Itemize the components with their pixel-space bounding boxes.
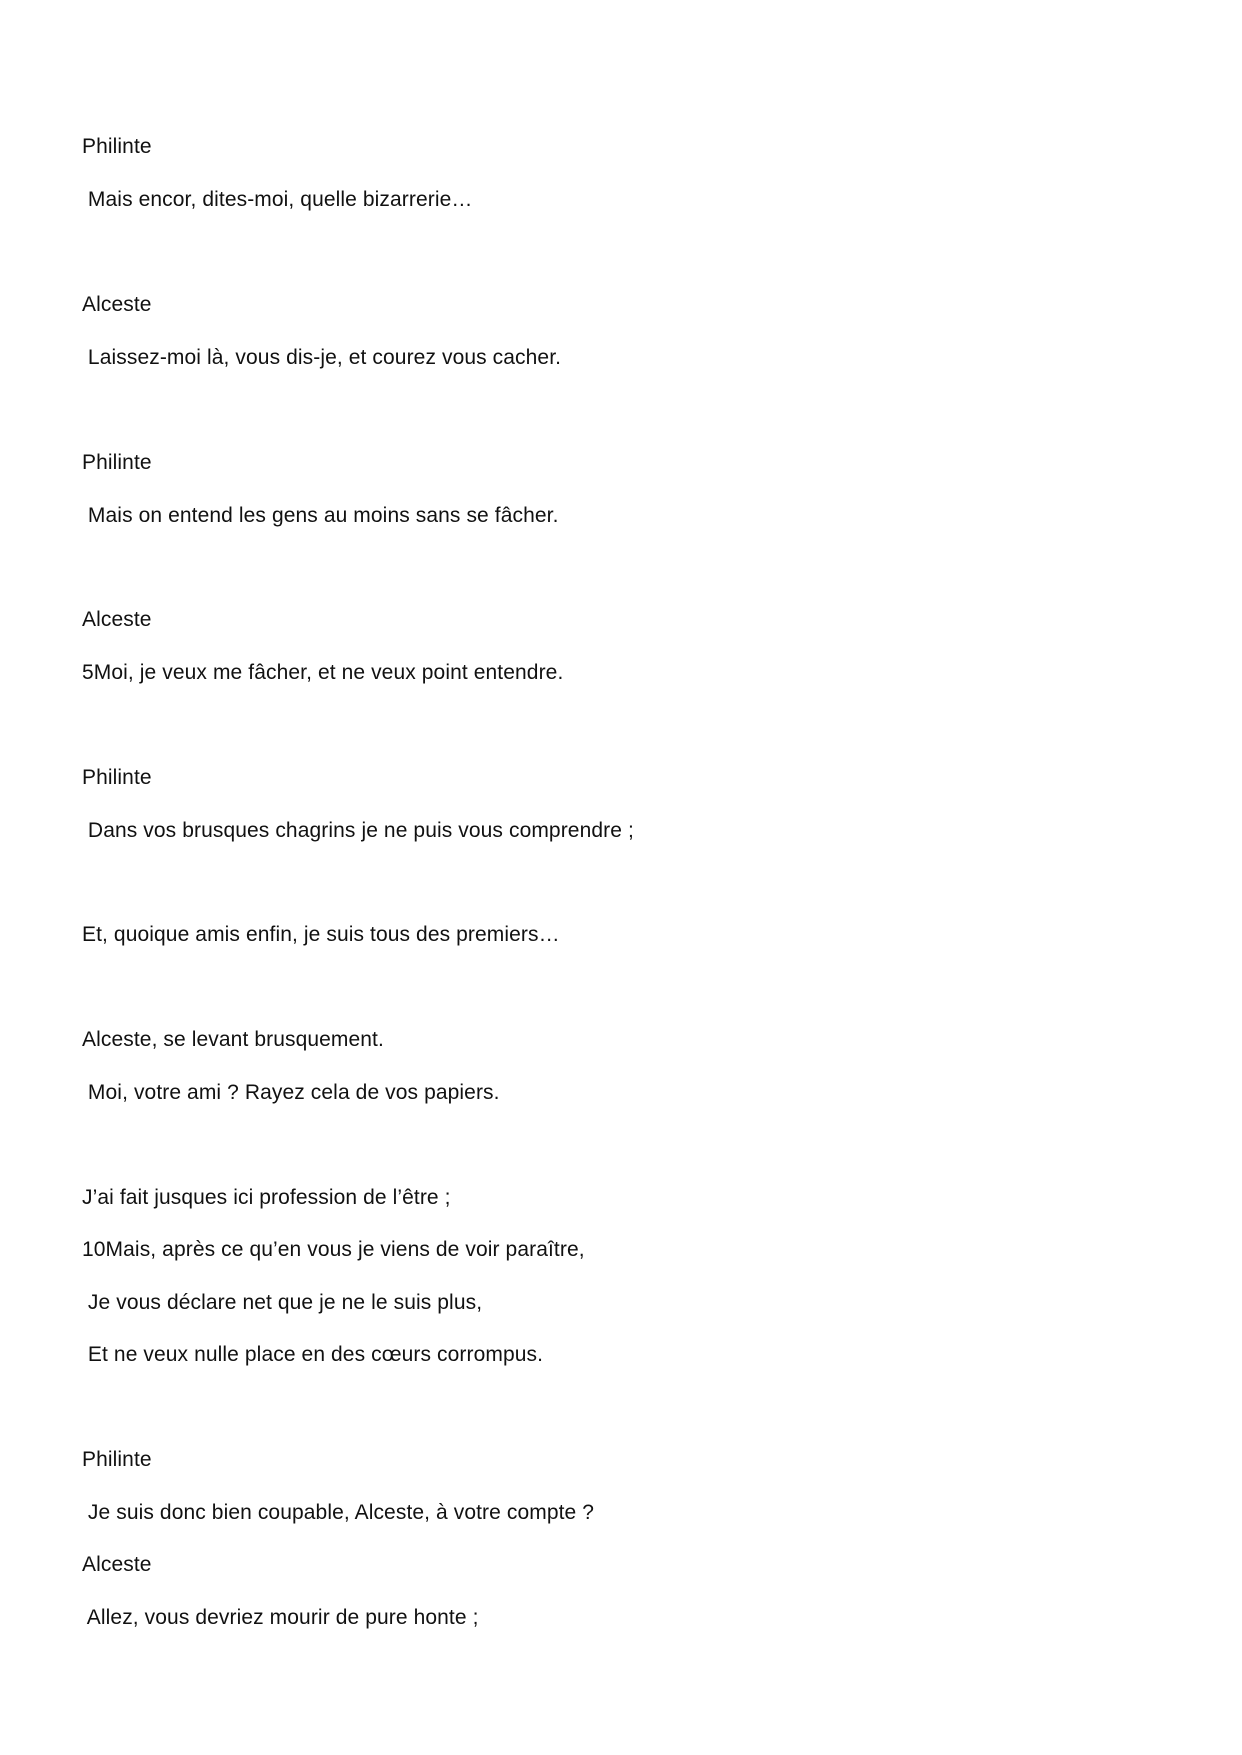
speaker-name: Philinte <box>82 135 152 158</box>
verse-line: J’ai fait jusques ici profession de l’être ; <box>82 1186 451 1209</box>
verse-line: 10Mais, après ce qu’en vous je viens de voir paraître, <box>82 1238 585 1261</box>
verse-line: Mais on entend les gens au moins sans se fâcher. <box>82 504 559 527</box>
speaker-name: Philinte <box>82 766 152 789</box>
verse-line: Je vous déclare net que je ne le suis plus, <box>82 1291 483 1314</box>
verse-line: Mais encor, dites-moi, quelle bizarrerie… <box>82 188 473 211</box>
speaker-name: Alceste, se levant brusquement. <box>82 1028 384 1051</box>
speaker-name: Alceste <box>82 1553 152 1576</box>
verse-line: Allez, vous devriez mourir de pure honte ; <box>82 1606 479 1629</box>
verse-line: Et ne veux nulle place en des cœurs corrompus. <box>82 1343 544 1366</box>
verse-line: 5Moi, je veux me fâcher, et ne veux point entendre. <box>82 661 564 684</box>
speaker-name: Philinte <box>82 451 152 474</box>
speaker-name: Philinte <box>82 1448 152 1471</box>
verse-line: Moi, votre ami ? Rayez cela de vos papiers. <box>82 1081 500 1104</box>
speaker-name: Alceste <box>82 608 152 631</box>
verse-line: Et, quoique amis enfin, je suis tous des premiers… <box>82 923 560 946</box>
speaker-name: Alceste <box>82 293 152 316</box>
verse-line: Je suis donc bien coupable, Alceste, à votre compte ? <box>82 1501 595 1524</box>
verse-line: Laissez-moi là, vous dis-je, et courez vous cacher. <box>82 346 562 369</box>
verse-line: Dans vos brusques chagrins je ne puis vous comprendre ; <box>82 819 634 842</box>
